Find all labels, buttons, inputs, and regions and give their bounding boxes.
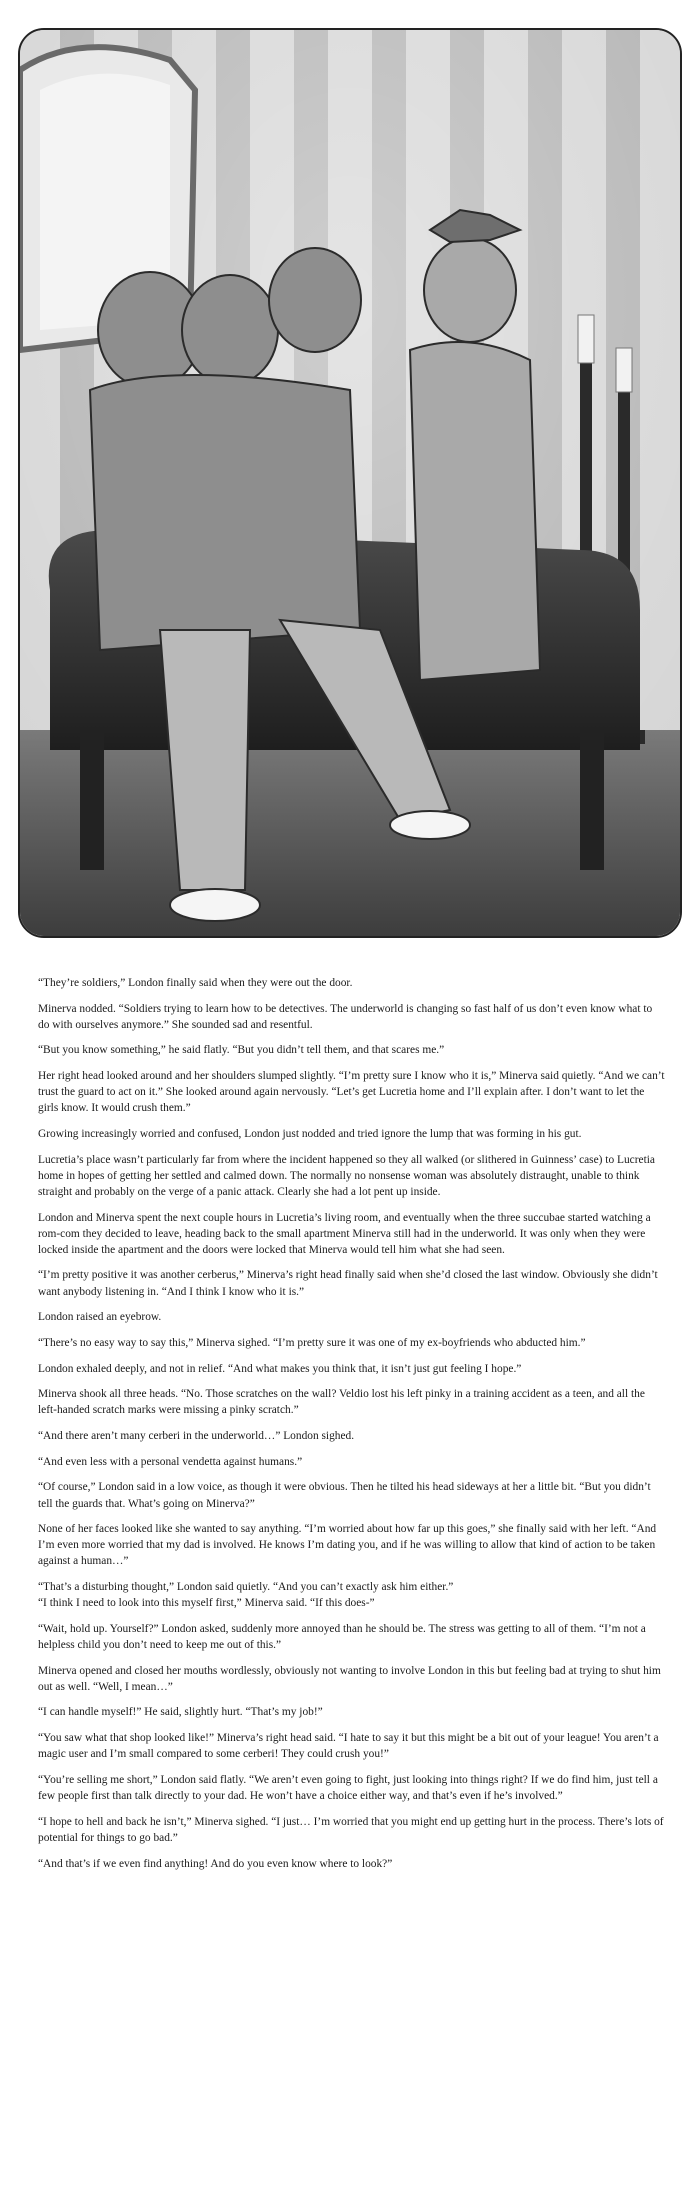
paragraph: “And that’s if we even find anything! And do you even know where to look?” (38, 1857, 393, 1870)
paragraph: “You saw what that shop looked like!” Minerva’s right head said. “I hate to say it but this might be a bit out of your league! You aren’t a magic user and I’m small compared to some cerberi! They could crush you!” (38, 1732, 659, 1761)
paragraph: None of her faces looked like she wanted to say anything. “I’m worried about how far up this goes,” she finally said with her left. “And I’m even more worried that my dad is involved. He knows I’m dating you, and if he was willing to allow that kind of action to be taken against a human…” (38, 1523, 657, 1568)
story-illustration (18, 28, 682, 938)
paragraph: Growing increasingly worried and confused, London just nodded and tried ignore the lump that was forming in his gut. (38, 1128, 582, 1141)
paragraph: “I think I need to look into this myself first,” Minerva said. “If this does-” (38, 1597, 375, 1610)
paragraph: “I hope to hell and back he isn’t,” Minerva sighed. “I just… I’m worried that you might end up getting hurt in the process. There’s lots of potential for things to go bad.” (38, 1815, 664, 1844)
paragraph: “But you know something,” he said flatly. “But you didn’t tell them, and that scares me.” (38, 1044, 445, 1057)
paragraph: Lucretia’s place wasn’t particularly far from where the incident happened so they all walked (or slithered in Guinness’ case) to Lucretia home in hopes of getting her settled and calmed down. The normally no nonsense woman was absolutely distraught, unable to think straight and probably on the verge of a panic attack. Clearly she had a lot pent up inside. (38, 1153, 655, 1198)
comic-illustration-icon (20, 30, 680, 936)
paragraph: “You’re selling me short,” London said flatly. “We aren’t even going to fight, just looking into things right? If we do find him, just tell a few people first than talk directly to your dad. He won’t have a choice either way, and that’s even if he’s involved.” (38, 1773, 658, 1803)
paragraph: London and Minerva spent the next couple hours in Lucretia’s living room, and eventually when the three succubae started watching a rom-com they decided to leave, heading back to the small apartment Minerva still had in the underworld. It was only when they were locked inside the apartment and the doors were locked that Minerva would tell him what she had seen. (38, 1211, 651, 1256)
paragraph: “Wait, hold up. Yourself?” London asked, suddenly more annoyed than he should be. The stress was getting to all of them. “I’m not a helpless child you don’t need to keep me out of this.” (38, 1622, 646, 1651)
paragraph: Her right head looked around and her shoulders slumped slightly. “I’m pretty sure I know who it is,” Minerva said quietly. “And we can’t trust the guard to act on it.” She looked around again nervously. “Let’s get Lucretia home and I’ll explain after. I don’t want to let the girls know. It would crush them.” (38, 1070, 665, 1115)
paragraph: “I’m pretty positive it was another cerberus,” Minerva’s right head finally said when she’d closed the last window. Obviously she didn’t want anybody listening in. “And I think I know who it is.” (38, 1269, 658, 1298)
paragraph: “I can handle myself!” He said, slightly hurt. “That’s my job!” (38, 1706, 323, 1719)
paragraph: Minerva opened and closed her mouths wordlessly, obviously not wanting to involve London in this but feeling bad at trying to shut him out as well. “Well, I mean…” (38, 1664, 661, 1693)
paragraph: London raised an eyebrow. (38, 1311, 162, 1324)
paragraph: Minerva nodded. “Soldiers trying to learn how to be detectives. The underworld is changing so fast half of us don’t even know what to do with ourselves anymore.” She sounded sad and resentful. (38, 1002, 653, 1031)
paragraph: “And there aren’t many cerberi in the underworld…” London sighed. (38, 1430, 355, 1443)
paragraph: “There’s no easy way to say this,” Minerva sighed. “I’m pretty sure it was one of my ex-boyfriends who abducted him.” (38, 1336, 586, 1349)
paragraph: “And even less with a personal vendetta against humans.” (38, 1455, 303, 1468)
paragraph: “That’s a disturbing thought,” London said quietly. “And you can’t exactly ask him either.” (38, 1581, 454, 1594)
story-text (38, 975, 666, 1881)
paragraph: London exhaled deeply, and not in relief. “And what makes you think that, it isn’t just gut feeling I hope.” (38, 1362, 522, 1375)
paragraph: “They’re soldiers,” London finally said when they were out the door. (38, 977, 353, 989)
paragraph: Minerva shook all three heads. “No. Those scratches on the wall? Veldio lost his left pinky in a training accident as a teen, and all the left-handed scratch marks were missing a pinky scratch.” (38, 1388, 645, 1417)
paragraph: “Of course,” London said in a low voice, as though it were obvious. Then he tilted his head sideways at her a little bit. “But you didn’t tell the guards that. What’s going on Minerva?” (38, 1481, 651, 1510)
